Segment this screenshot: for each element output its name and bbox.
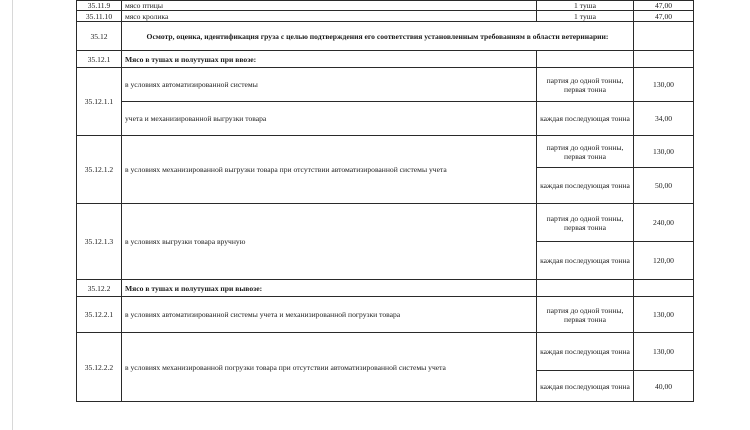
item-name: мясо птицы [122, 1, 537, 11]
subsection-title: Мясо в тушах и полутушах при вывозе: [122, 280, 537, 297]
item-unit: 1 туша [537, 11, 634, 22]
item-unit: каждая последующая тонна [537, 371, 634, 402]
item-code: 35.12.2.1 [77, 297, 122, 333]
item-price: 130,00 [634, 136, 694, 168]
item-unit: партия до одной тонны, первая тонна [537, 204, 634, 242]
table-row [77, 51, 694, 68]
item-unit: партия до одной тонны, первая тонна [537, 136, 634, 168]
item-price: 120,00 [634, 242, 694, 280]
table-row [77, 204, 694, 242]
page-edge [12, 0, 13, 430]
item-name: в условиях автоматизированной системы [122, 68, 537, 102]
subsection-title: Мясо в тушах и полутушах при ввозе: [122, 51, 537, 68]
table-row [77, 333, 694, 371]
item-price: 47,00 [634, 11, 694, 22]
empty-cell [634, 280, 694, 297]
item-name: мясо кролика [122, 11, 537, 22]
item-name: в условиях выгрузки товара вручную [122, 204, 537, 280]
item-price: 50,00 [634, 168, 694, 204]
item-name: учета и механизированной выгрузки товара [122, 102, 537, 136]
item-unit: каждая последующая тонна [537, 168, 634, 204]
table-row [77, 297, 694, 333]
item-code: 35.12.1.2 [77, 136, 122, 204]
table-row [77, 22, 694, 51]
item-code: 35.12.2.2 [77, 333, 122, 402]
empty-cell [634, 51, 694, 68]
subsection-code: 35.12.1 [77, 51, 122, 68]
item-price: 34,00 [634, 102, 694, 136]
item-unit: каждая последующая тонна [537, 242, 634, 280]
subsection-code: 35.12.2 [77, 280, 122, 297]
empty-cell [537, 280, 634, 297]
item-code: 35.11.9 [77, 1, 122, 11]
item-name: в условиях автоматизированной системы учета и механизированной погрузки товара [122, 297, 537, 333]
item-price: 47,00 [634, 1, 694, 11]
section-title: Осмотр, оценка, идентификация груза с целью подтверждения его соответствия установленным требованиям в области ветеринарии: [122, 22, 634, 51]
item-name: в условиях механизированной погрузки товара при отсутствии автоматизированной системы учета [122, 333, 537, 402]
item-unit: партия до одной тонны, первая тонна [537, 297, 634, 333]
item-price: 130,00 [634, 68, 694, 102]
table-row [77, 68, 694, 102]
table-row [77, 102, 694, 136]
item-price: 40,00 [634, 371, 694, 402]
empty-cell [537, 51, 634, 68]
empty-cell [634, 22, 694, 51]
tariff-table [76, 0, 694, 402]
item-price: 130,00 [634, 333, 694, 371]
item-code: 35.12.1.1 [77, 68, 122, 136]
item-unit: партия до одной тонны, первая тонна [537, 68, 634, 102]
table-row [77, 136, 694, 168]
section-code: 35.12 [77, 22, 122, 51]
table-row [77, 280, 694, 297]
table-row [77, 11, 694, 22]
item-name: в условиях механизированной выгрузки товара при отсутствии автоматизированной системы учета [122, 136, 537, 204]
item-unit: каждая последующая тонна [537, 102, 634, 136]
item-unit: 1 туша [537, 1, 634, 11]
item-price: 130,00 [634, 297, 694, 333]
item-price: 240,00 [634, 204, 694, 242]
table-row [77, 1, 694, 11]
item-unit: каждая последующая тонна [537, 333, 634, 371]
item-code: 35.12.1.3 [77, 204, 122, 280]
item-code: 35.11.10 [77, 11, 122, 22]
